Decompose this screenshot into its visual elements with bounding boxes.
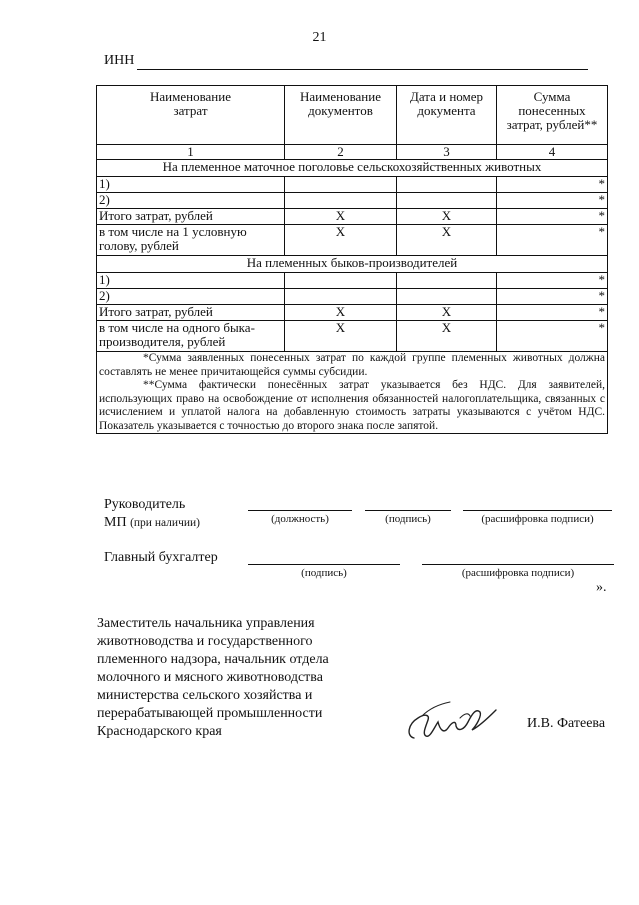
note-1: *Сумма заявленных понесенных затрат по каждой группе племенных животных должна составлять не менее причитающейся суммы субсидии. xyxy=(99,352,605,378)
table-row xyxy=(97,193,608,209)
official-title xyxy=(97,615,357,741)
table-row xyxy=(97,289,608,305)
head-signature-line[interactable] xyxy=(365,510,451,511)
head-position-line[interactable] xyxy=(248,510,352,511)
table-row xyxy=(97,273,608,289)
handwritten-signature-icon xyxy=(400,690,510,745)
date-cell[interactable] xyxy=(397,177,497,193)
date-cell: X xyxy=(397,225,497,256)
sum-cell[interactable]: * xyxy=(497,177,608,193)
closing-quote: ». xyxy=(596,580,607,595)
official-title-line: министерства сельского хозяйства и xyxy=(97,688,313,703)
sum-cell[interactable]: * xyxy=(497,225,608,256)
header-doc-name: Наименование документов xyxy=(285,86,397,145)
row-label: в том числе на 1 условную голову, рублей xyxy=(97,225,285,256)
column-number-row xyxy=(97,145,608,160)
header-cost-name: Наименование затрат xyxy=(97,86,285,145)
official-title-line: перерабатывающей промышленности xyxy=(97,706,323,721)
sum-cell[interactable]: * xyxy=(497,321,608,352)
doc-cell: X xyxy=(285,225,397,256)
official-title-line: Заместитель начальника управления xyxy=(97,616,315,631)
date-cell: X xyxy=(397,321,497,352)
row-label: Итого затрат, рублей xyxy=(97,305,285,321)
section1-title: На племенное маточное поголовье сельскохозяйственных животных xyxy=(97,160,608,177)
note-2: **Сумма фактически понесённых затрат указывается без НДС. Для заявителей, использующих право на освобождение от исполнения обязанностей налогоплательщика, связанных с исчислением и уплатой налога на добавленную стоимость затраты указываются с учётом НДС. Показатель указывается с точностью до второго знака после запятой. xyxy=(99,379,605,432)
table-row xyxy=(97,305,608,321)
section-title-row xyxy=(97,256,608,273)
header-doc-date: Дата и номер документа xyxy=(397,86,497,145)
doc-cell[interactable] xyxy=(285,177,397,193)
date-cell[interactable] xyxy=(397,289,497,305)
row-label: в том числе на одного быка-производителя, рублей xyxy=(97,321,285,352)
inn-input-line[interactable] xyxy=(137,69,588,70)
table-row xyxy=(97,177,608,193)
official-title-line: племенного надзора, начальник отдела xyxy=(97,652,329,667)
doc-cell: X xyxy=(285,209,397,225)
decoding-caption: (расшифровка подписи) xyxy=(481,513,594,525)
doc-cell: X xyxy=(285,305,397,321)
doc-cell[interactable] xyxy=(285,193,397,209)
costs-table xyxy=(96,85,608,434)
notes-cell xyxy=(97,352,608,434)
head-label: Руководитель xyxy=(104,497,186,512)
col-number: 4 xyxy=(497,145,608,160)
sum-cell[interactable]: * xyxy=(497,305,608,321)
row-label: 2) xyxy=(97,193,285,209)
notes-row xyxy=(97,352,608,434)
accountant-signature-line[interactable] xyxy=(248,564,400,565)
page-number: 21 xyxy=(312,30,327,45)
section2-title: На племенных быков-производителей xyxy=(97,256,608,273)
signature-caption: (подпись) xyxy=(301,567,347,579)
col-number: 3 xyxy=(397,145,497,160)
doc-cell: X xyxy=(285,321,397,352)
table-row xyxy=(97,321,608,352)
sum-cell[interactable]: * xyxy=(497,209,608,225)
col-number: 2 xyxy=(285,145,397,160)
official-title-line: Краснодарского края xyxy=(97,724,222,739)
mp-label: МП xyxy=(104,515,127,530)
table-row xyxy=(97,209,608,225)
sum-cell[interactable]: * xyxy=(497,193,608,209)
signature-caption: (подпись) xyxy=(385,513,431,525)
position-caption: (должность) xyxy=(271,513,329,525)
decoding-caption: (расшифровка подписи) xyxy=(461,567,575,579)
col-number: 1 xyxy=(97,145,285,160)
row-label: Итого затрат, рублей xyxy=(97,209,285,225)
official-name: И.В. Фатеева xyxy=(527,716,606,731)
official-title-line: молочного и мясного животноводства xyxy=(97,670,323,685)
row-label: 2) xyxy=(97,289,285,305)
date-cell[interactable] xyxy=(397,193,497,209)
official-title-line: животноводства и государственного xyxy=(97,634,313,649)
doc-cell[interactable] xyxy=(285,273,397,289)
inn-label: ИНН xyxy=(104,53,135,68)
accountant-label: Главный бухгалтер xyxy=(104,550,218,565)
sum-cell[interactable]: * xyxy=(497,289,608,305)
section-title-row xyxy=(97,160,608,177)
accountant-decoding-line[interactable] xyxy=(422,564,614,565)
date-cell[interactable] xyxy=(397,273,497,289)
table-row xyxy=(97,225,608,256)
date-cell: X xyxy=(397,209,497,225)
row-label: 1) xyxy=(97,177,285,193)
doc-cell[interactable] xyxy=(285,289,397,305)
mp-note: (при наличии) xyxy=(130,517,201,529)
header-sum: Сумма понесенных затрат, рублей** xyxy=(497,86,608,145)
date-cell: X xyxy=(397,305,497,321)
table-header-row xyxy=(97,86,608,145)
row-label: 1) xyxy=(97,273,285,289)
head-decoding-line[interactable] xyxy=(463,510,612,511)
sum-cell[interactable]: * xyxy=(497,273,608,289)
mp-block xyxy=(104,515,200,531)
